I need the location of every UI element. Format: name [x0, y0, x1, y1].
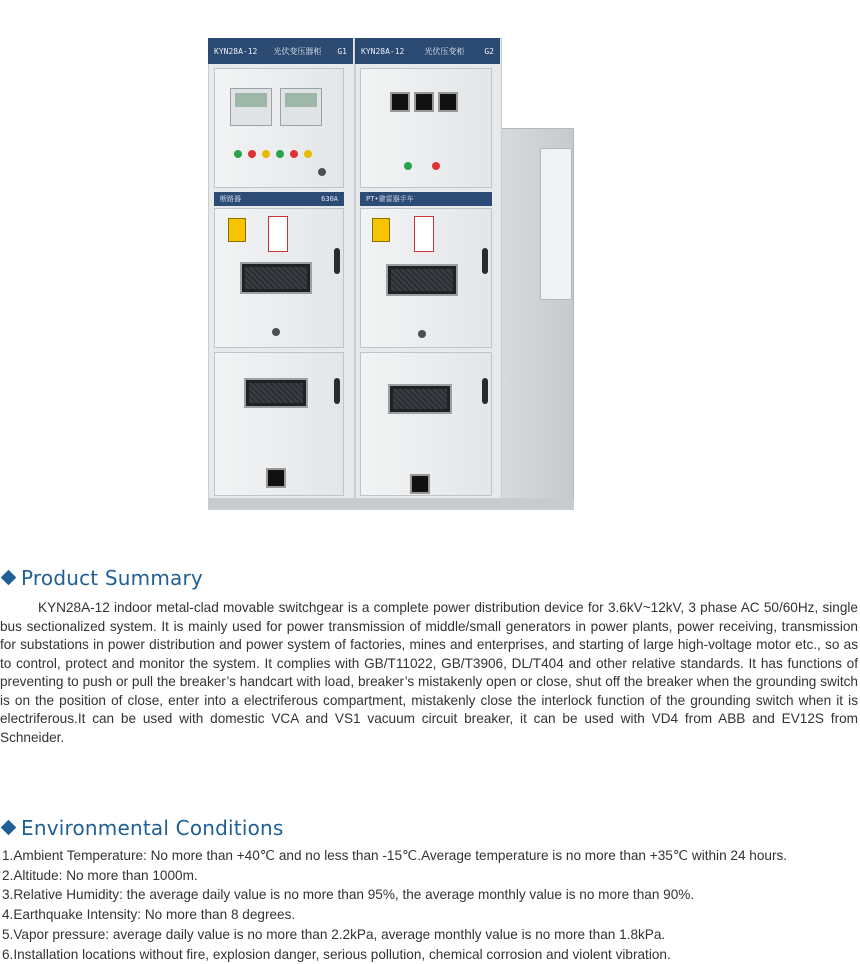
indicator-lamp-red	[432, 162, 440, 170]
environmental-conditions-title: Environmental Conditions	[21, 816, 284, 840]
list-item: 5.Vapor pressure: average daily value is no more than 2.2kPa, average monthly value is no more than 1.8kPa.	[2, 926, 666, 942]
door-handle-icon	[334, 248, 340, 274]
list-item: 4.Earthquake Intensity: No more than 8 degrees.	[2, 907, 296, 923]
product-summary-heading	[3, 566, 203, 590]
cabinet-right-nameplate	[360, 192, 492, 206]
indicator-lamp-green	[404, 162, 412, 170]
analog-meter-icon	[390, 92, 410, 112]
left-plate-name: 断路器	[220, 195, 241, 203]
warning-sign-icon	[372, 218, 390, 242]
right-plate-name: PT•避雷器手车	[366, 195, 414, 203]
list-item: 6.Installation locations without fire, explosion danger, serious pollution, chemical corrosion and violent vibration.	[2, 946, 671, 962]
door-handle-icon	[482, 378, 488, 404]
door-handle-icon	[334, 378, 340, 404]
cabinet-left-header	[208, 38, 353, 64]
lock-icon	[266, 468, 286, 488]
cabinet-left-subtitle: 光伏变压器柜	[273, 46, 322, 56]
list-item: 1.Ambient Temperature: No more than +40℃ and no less than -15℃.Average temperature is no more than +35℃ within 24 hours.	[2, 848, 788, 863]
cabinet-right-subtitle: 光伏压变柜	[424, 46, 465, 56]
list-item: 3.Relative Humidity: the average daily value is no more than 95%, the average monthly value is no more than 90%.	[2, 887, 695, 903]
operating-knob	[272, 328, 280, 336]
product-summary-title: Product Summary	[21, 566, 203, 590]
cabinet-left-nameplate	[214, 192, 344, 206]
cabinet-right-code: G2	[484, 46, 494, 56]
cabinet-right-header	[355, 38, 500, 64]
indicator-lamp-yellow	[262, 150, 270, 158]
diamond-bullet-icon	[1, 820, 17, 836]
environmental-conditions-list	[2, 846, 787, 964]
cabinet-right-instrument-door	[360, 68, 492, 188]
switchgear-cabinet-illustration	[200, 38, 580, 528]
notice-label-icon	[268, 216, 288, 252]
environmental-conditions-heading	[3, 816, 284, 840]
selector-knob	[318, 168, 326, 176]
analog-meter-icon	[438, 92, 458, 112]
inspection-window-left-upper	[240, 262, 312, 294]
notice-label-icon	[414, 216, 434, 252]
indicator-lamp-red	[248, 150, 256, 158]
side-enclosure-opening	[540, 148, 572, 300]
indicator-lamp-green-2	[276, 150, 284, 158]
lock-icon	[410, 474, 430, 494]
inspection-window-right-upper	[386, 264, 458, 296]
analog-meter-icon	[414, 92, 434, 112]
ventilation-grille-left	[244, 378, 308, 408]
cabinet-base	[208, 498, 574, 510]
product-summary-body: KYN28A-12 indoor metal-clad movable switchgear is a complete power distribution device for 3.6kV~12kV, 3 phase AC 50/60Hz, single bus sectionalized system. It is mainly used for power transmission of middle/small generators in power plants, power receiving, transmission for substations in power distribution and power system of factories, mines and enterprises, and starting of large high-voltage motor etc., so as to control, protect and monitor the system. It complies with GB/T11022, GB/T3906, DL/T404 and other relative standards. It has functions of preventing to push or pull the breaker’s handcart with load, breaker’s mistakenly open or close, shut off the breaker when the grounding switch is on the position of close, enter into a electriferous compartment, mistakenly close the interlock function of the grounding switch when it is electriferous.It can be used with domestic VCA and VS1 vacuum circuit breaker, it can be used with VD4 from ABB and EV12S from Schneider.	[0, 600, 858, 745]
warning-sign-icon	[228, 218, 246, 242]
cabinet-left-title: KYN28A-12	[214, 46, 258, 56]
protection-relay-1	[230, 88, 272, 126]
diamond-bullet-icon	[1, 570, 17, 586]
list-item: 2.Altitude: No more than 1000m.	[2, 867, 198, 883]
ventilation-grille-right	[388, 384, 452, 414]
operating-knob	[418, 330, 426, 338]
indicator-lamp-green	[234, 150, 242, 158]
cabinet-right-title: KYN28A-12	[361, 46, 405, 56]
protection-relay-2	[280, 88, 322, 126]
left-plate-rating: 630A	[321, 195, 338, 203]
indicator-lamp-yellow-2	[304, 150, 312, 158]
indicator-lamp-red-2	[290, 150, 298, 158]
cabinet-left-code: G1	[337, 46, 347, 56]
door-handle-icon	[482, 248, 488, 274]
